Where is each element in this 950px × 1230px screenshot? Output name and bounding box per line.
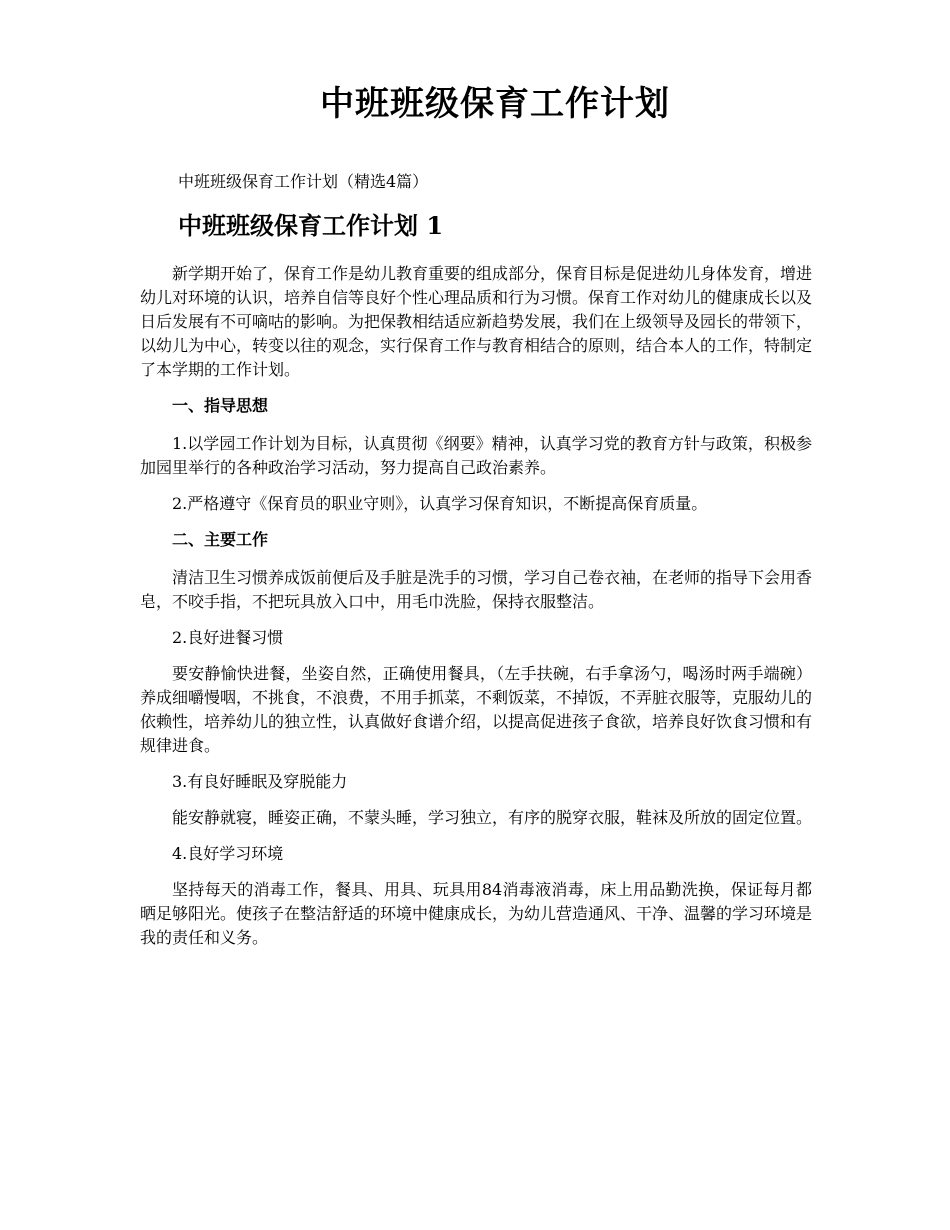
paragraph-item-2: 2.严格遵守《保育员的职业守则》，认真学习保育知识，不断提高保育质量。 xyxy=(172,494,708,513)
section-heading: 中班班级保育工作计划 1 xyxy=(178,211,444,240)
subheading-eating-habits: 2.良好进餐习惯 xyxy=(172,628,284,647)
paragraph-environment: 坚持每天的消毒工作，餐具、用具、玩具用84消毒液消毒，床上用品勤洗换，保证每月都晒足够阳光。使孩子在整洁舒适的环境中健康成长，为幼儿营造通风、干净、温馨的学习环境是我的责任和义务。 xyxy=(140,880,813,947)
paragraph-sleep: 能安静就寝，睡姿正确，不蒙头睡，学习独立，有序的脱穿衣服，鞋袜及所放的固定位置。 xyxy=(172,808,813,827)
document-subtitle: 中班班级保育工作计划（精选4篇） xyxy=(178,172,429,191)
intro-paragraph: 新学期开始了，保育工作是幼儿教育重要的组成部分，保育目标是促进幼儿身体发育，增进幼儿对环境的认识，培养自信等良好个性心理品质和行为习惯。保育工作对幼儿的健康成长以及日后发展有不可嘀咕的影响。为把保教相结适应新趋势发展，我们在上级领导及园长的带领下，以幼儿为中心，转变以往的观念，实行保育工作与教育相结合的原则，结合本人的工作，特制定了本学期的工作计划。 xyxy=(140,264,813,379)
paragraph-eating-habits: 要安静愉快进餐，坐姿自然，正确使用餐具，（左手扶碗，右手拿汤勺，喝汤时两手端碗）养成细嚼慢咽，不挑食，不浪费，不用手抓菜，不剩饭菜，不掉饭，不弄脏衣服等，克服幼儿的依赖性，培养幼儿的独立性，认真做好食谱介绍，以提高促进孩子食欲，培养良好饮食习惯和有规律进食。 xyxy=(140,664,813,755)
paragraph-item-1: 1.以学园工作计划为目标，认真贯彻《纲要》精神，认真学习党的教育方针与政策，积极参加园里举行的各种政治学习活动，努力提高自己政治素养。 xyxy=(140,434,812,477)
subheading-sleep: 3.有良好睡眠及穿脱能力 xyxy=(172,772,348,791)
document-title: 中班班级保育工作计划 xyxy=(320,84,670,124)
heading-main-work: 二、主要工作 xyxy=(172,530,269,549)
heading-guiding-ideology: 一、指导思想 xyxy=(172,396,269,415)
subheading-environment: 4.良好学习环境 xyxy=(172,844,284,863)
document-body xyxy=(140,262,812,962)
paragraph-hygiene: 清洁卫生习惯养成饭前便后及手脏是洗手的习惯，学习自己卷衣袖，在老师的指导下会用香皂，不咬手指，不把玩具放入口中，用毛巾洗脸，保持衣服整洁。 xyxy=(140,568,813,611)
